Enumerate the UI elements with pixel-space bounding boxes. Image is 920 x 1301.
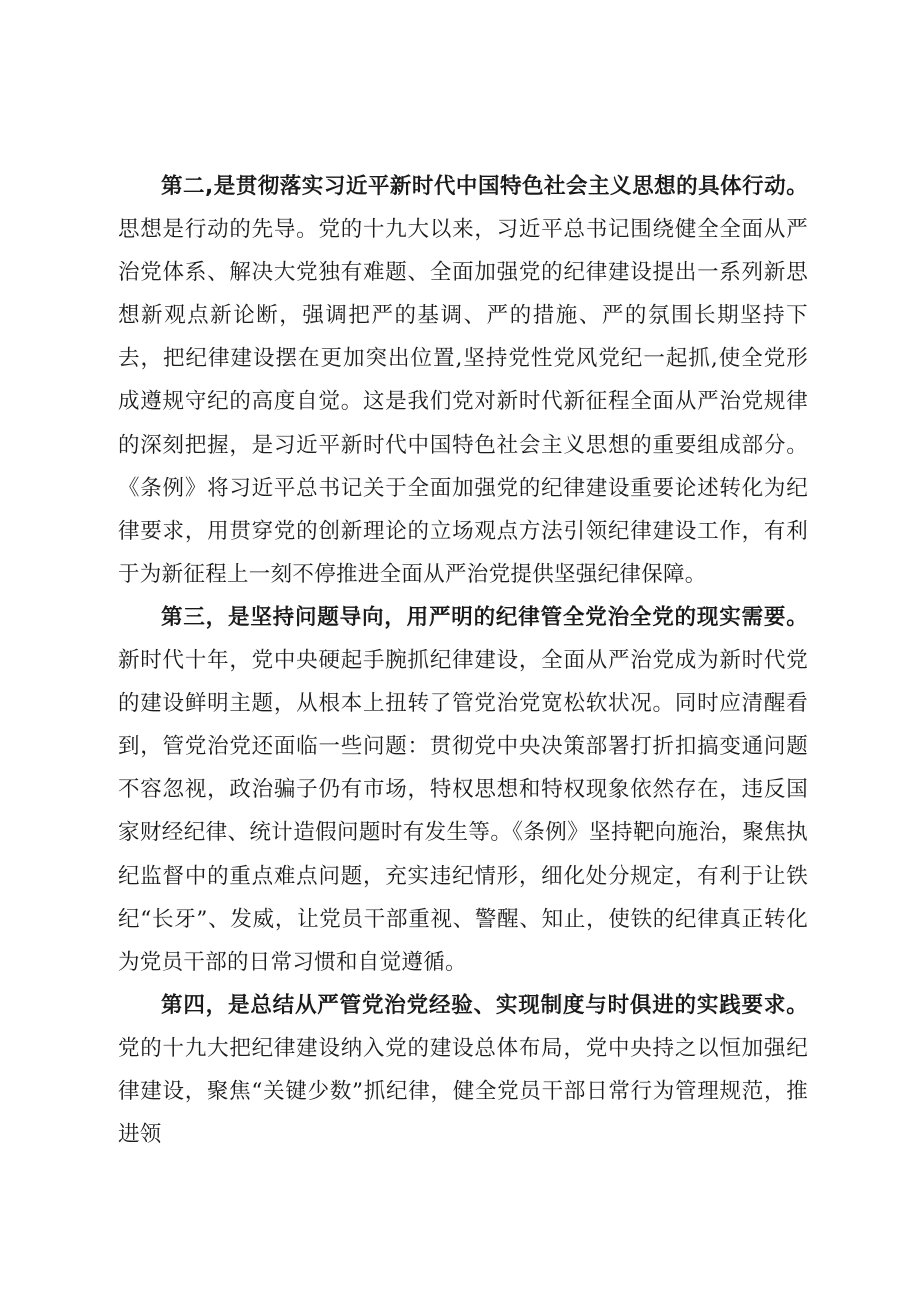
paragraph-second [118, 165, 808, 596]
paragraph-lead: 第三，是坚持问题导向，用严明的纪律管全党治全党的现实需要。 [161, 604, 808, 630]
document-body [118, 165, 808, 1156]
paragraph-third [118, 596, 808, 984]
paragraph-text: 新时代十年，党中央硬起手腕抓纪律建设，全面从严治党成为新时代党的建设鲜明主题，从根本上扭转了管党治党宽松软状况。同时应清醒看到，管党治党还面临一些问题：贯彻党中央决策部署打折扣搞变通问题不容忽视，政治骗子仍有市场，特权思想和特权现象依然存在，违反国家财经纪律、统计造假问题时有发生等。《条例》坚持靶向施治，聚焦执纪监督中的重点难点问题，充实违纪情形，细化处分规定，有利于让铁纪“长牙”、发威，让党员干部重视、警醒、知止，使铁的纪律真正转化为党员干部的日常习惯和自觉遵循。 [118, 648, 808, 975]
paragraph-text: 思想是行动的先导。党的十九大以来，习近平总书记围绕健全全面从严治党体系、解决大党独有难题、全面加强党的纪律建设提出一系列新思想新观点新论断，强调把严的基调、严的措施、严的氛围长期坚持下去，把纪律建设摆在更加突出位置,坚持党性党风党纪一起抓,使全党形成遵规守纪的高度自觉。这是我们党对新时代新征程全面从严治党规律的深刻把握，是习近平新时代中国特色社会主义思想的重要组成部分。《条例》将习近平总书记关于全面加强党的纪律建设重要论述转化为纪律要求，用贯穿党的创新理论的立场观点方法引领纪律建设工作，有利于为新征程上一刻不停推进全面从严治党提供坚强纪律保障。 [118, 217, 808, 587]
paragraph-text: 党的十九大把纪律建设纳入党的建设总体布局，党中央持之以恒加强纪律建设，聚焦“关键少数”抓纪律，健全党员干部日常行为管理规范，推进领 [118, 1035, 808, 1148]
paragraph-lead: 第二,是贯彻落实习近平新时代中国特色社会主义思想的具体行动。 [161, 174, 808, 199]
paragraph-lead: 第四，是总结从严管党治党经验、实现制度与时俱进的实践要求。 [161, 992, 808, 1018]
paragraph-fourth [118, 984, 808, 1156]
